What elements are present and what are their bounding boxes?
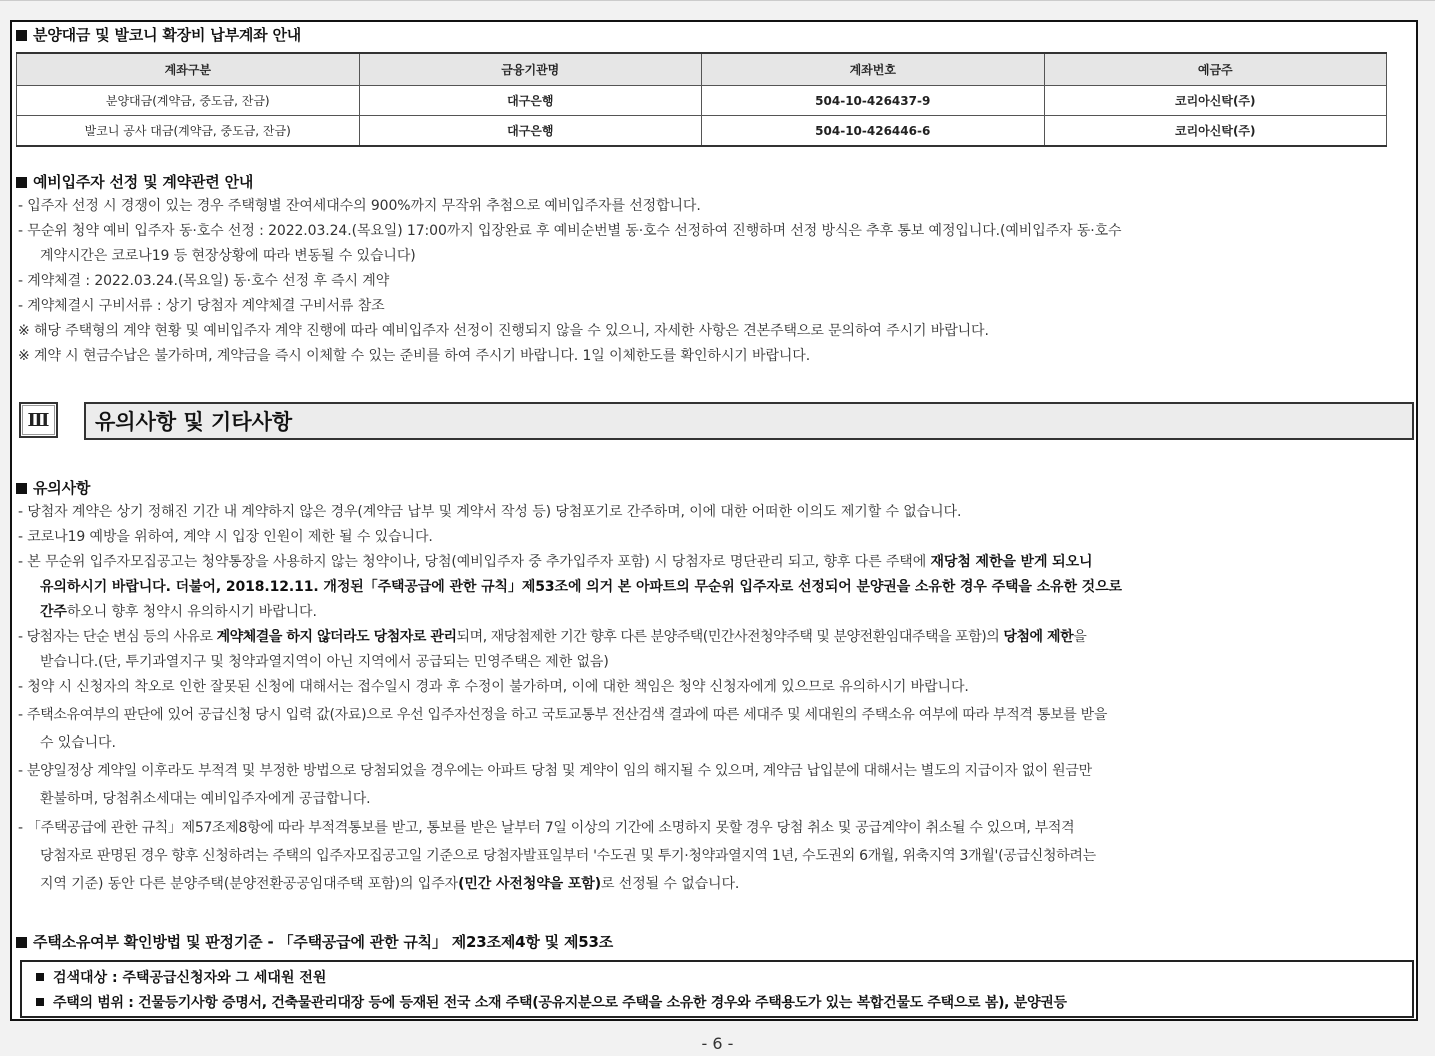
table-row (17, 86, 1387, 116)
reserve-section-heading: 예비입주자 선정 및 계약관련 안내 (16, 171, 253, 192)
text-line: - 입주자 선정 시 경쟁이 있는 경우 주택형별 잔여세대수의 900%까지 무작위 추첨으로 예비입주자를 선정합니다. (18, 198, 701, 214)
ownership-section-heading: 주택소유여부 확인방법 및 판정기준 - 「주택공급에 관한 규칙」 제23조제4항 및 제53조 (16, 931, 613, 952)
square-bullet-icon (16, 937, 27, 948)
table-cell: 대구은행 (359, 86, 702, 116)
account-section-heading: 분양대금 및 발코니 확장비 납부계좌 안내 (16, 24, 301, 45)
notes-section-heading: 유의사항 (16, 477, 90, 498)
text-line: 당첨자로 판명된 경우 향후 신청하려는 주택의 입주자모집공고일 기준으로 당첨자발표일부터 '수도권 및 투기·청약과열지역 1년, 수도권외 6개월, 위축지역 3개월'(공급신청하려는 (40, 848, 1096, 864)
account-table (16, 52, 1387, 147)
text-line: ※ 계약 시 현금수납은 불가하며, 계약금을 즉시 이체할 수 있는 준비를 하여 주시기 바랍니다. 1일 이체한도를 확인하시기 바랍니다. (18, 348, 811, 364)
text-line: ※ 해당 주택형의 계약 현황 및 예비입주자 계약 진행에 따라 예비입주자 선정이 진행되지 않을 수 있으니, 자세한 사항은 견본주택으로 문의하여 주시기 바랍니다. (18, 323, 989, 339)
square-bullet-icon (16, 30, 27, 41)
top-divider (0, 0, 1435, 1)
square-bullet-icon (16, 483, 27, 494)
square-bullet-icon (36, 998, 44, 1006)
chapter-title: 유의사항 및 기타사항 (84, 402, 1414, 440)
ownership-criteria-box (20, 960, 1414, 1018)
text-line: 수 있습니다. (40, 735, 116, 751)
text-line: 유의하시기 바랍니다. 더불어, 2018.12.11. 개정된「주택공급에 관한 규칙」제53조에 의거 본 아파트의 무순위 입주자로 선정되어 분양권을 소유한 경우 주택을 소유한 것으로 (40, 579, 1122, 595)
text-line: 간주하오니 향후 청약시 유의하시기 바랍니다. (40, 604, 317, 620)
table-header-row (17, 53, 1387, 86)
text-line: - 당첨자는 단순 변심 등의 사유로 계약체결을 하지 않더라도 당첨자로 관리되며, 재당첨제한 기간 향후 다른 분양주택(민간사전청약주택 및 분양전환임대주택을 포함)의 당첨에 제한을 (18, 629, 1087, 645)
text-line: - 분양일정상 계약일 이후라도 부적격 및 부정한 방법으로 당첨되었을 경우에는 아파트 당첨 및 계약이 임의 해지될 수 있으며, 계약금 납입분에 대해서는 별도의 지급이자 없이 원금만 (18, 763, 1092, 779)
text-line: 지역 기준) 동안 다른 분양주택(분양전환공공임대주택 포함)의 입주자(민간 사전청약을 포함)로 선정될 수 없습니다. (40, 876, 740, 892)
criteria-item: 검색대상 : 주택공급신청자와 그 세대원 전원 (36, 967, 326, 987)
text-line: - 주택소유여부의 판단에 있어 공급신청 당시 입력 값(자료)으로 우선 입주자선정을 하고 국토교통부 전산검색 결과에 따른 세대주 및 세대원의 주택소유 여부에 따라 부적격 통보를 받을 (18, 707, 1108, 723)
table-cell: 코리아신탁(주) (1044, 86, 1387, 116)
text-line: - 「주택공급에 관한 규칙」제57조제8항에 따라 부적격통보를 받고, 통보를 받은 날부터 7일 이상의 기간에 소명하지 못할 경우 당첨 취소 및 공급계약이 취소될 수 있으며, 부적격 (18, 820, 1075, 836)
table-header: 계좌번호 (702, 53, 1045, 86)
document-page (10, 20, 1418, 1021)
page-number: - 6 - (701, 1034, 734, 1053)
text-line: 계약시간은 코로나19 등 현장상황에 따라 변동될 수 있습니다) (40, 248, 416, 264)
table-header: 금융기관명 (359, 53, 702, 86)
text-line: - 계약체결시 구비서류 : 상기 당첨자 계약체결 구비서류 참조 (18, 298, 385, 314)
table-cell: 504-10-426437-9 (702, 86, 1045, 116)
table-cell: 대구은행 (359, 116, 702, 147)
text-line: - 코로나19 예방을 위하여, 계약 시 입장 인원이 제한 될 수 있습니다. (18, 529, 433, 545)
text-line: - 본 무순위 입주자모집공고는 청약통장을 사용하지 않는 청약이나, 당첨(예비입주자 중 추가입주자 포함) 시 당첨자로 명단관리 되고, 향후 다른 주택에 재당첨 제한을 받게 되오니 (18, 554, 1093, 570)
criteria-item: 주택의 범위 : 건물등기사항 증명서, 건축물관리대장 등에 등재된 전국 소재 주택(공유지분으로 주택을 소유한 경우와 주택용도가 있는 복합건물도 주택으로 봄), 분양권등 (36, 992, 1067, 1012)
text-line: - 당첨자 계약은 상기 정해진 기간 내 계약하지 않은 경우(계약금 납부 및 계약서 작성 등) 당첨포기로 간주하며, 이에 대한 어떠한 이의도 제기할 수 없습니다. (18, 504, 962, 520)
text-line: - 청약 시 신청자의 착오로 인한 잘못된 신청에 대해서는 접수일시 경과 후 수정이 불가하며, 이에 대한 책임은 청약 신청자에게 있으므로 유의하시기 바랍니다. (18, 679, 969, 695)
text-line: 환불하며, 당첨취소세대는 예비입주자에게 공급합니다. (40, 791, 371, 807)
table-header: 계좌구분 (17, 53, 360, 86)
square-bullet-icon (16, 177, 27, 188)
table-cell: 발코니 공사 대금(계약금, 중도금, 잔금) (17, 116, 360, 147)
chapter-numeral: Ⅲ (19, 402, 58, 438)
table-header: 예금주 (1044, 53, 1387, 86)
square-bullet-icon (36, 973, 44, 981)
table-cell: 코리아신탁(주) (1044, 116, 1387, 147)
text-line: 받습니다.(단, 투기과열지구 및 청약과열지역이 아닌 지역에서 공급되는 민영주택은 제한 없음) (40, 654, 609, 670)
table-row (17, 116, 1387, 147)
text-line: - 무순위 청약 예비 입주자 동·호수 선정 : 2022.03.24.(목요일) 17:00까지 입장완료 후 예비순번별 동·호수 선정하여 진행하며 선정 방식은 추후 통보 예정입니다.(예비입주자 동·호수 (18, 223, 1122, 239)
table-cell: 분양대금(계약금, 중도금, 잔금) (17, 86, 360, 116)
table-cell: 504-10-426446-6 (702, 116, 1045, 147)
text-line: - 계약체결 : 2022.03.24.(목요일) 동·호수 선정 후 즉시 계약 (18, 273, 390, 289)
